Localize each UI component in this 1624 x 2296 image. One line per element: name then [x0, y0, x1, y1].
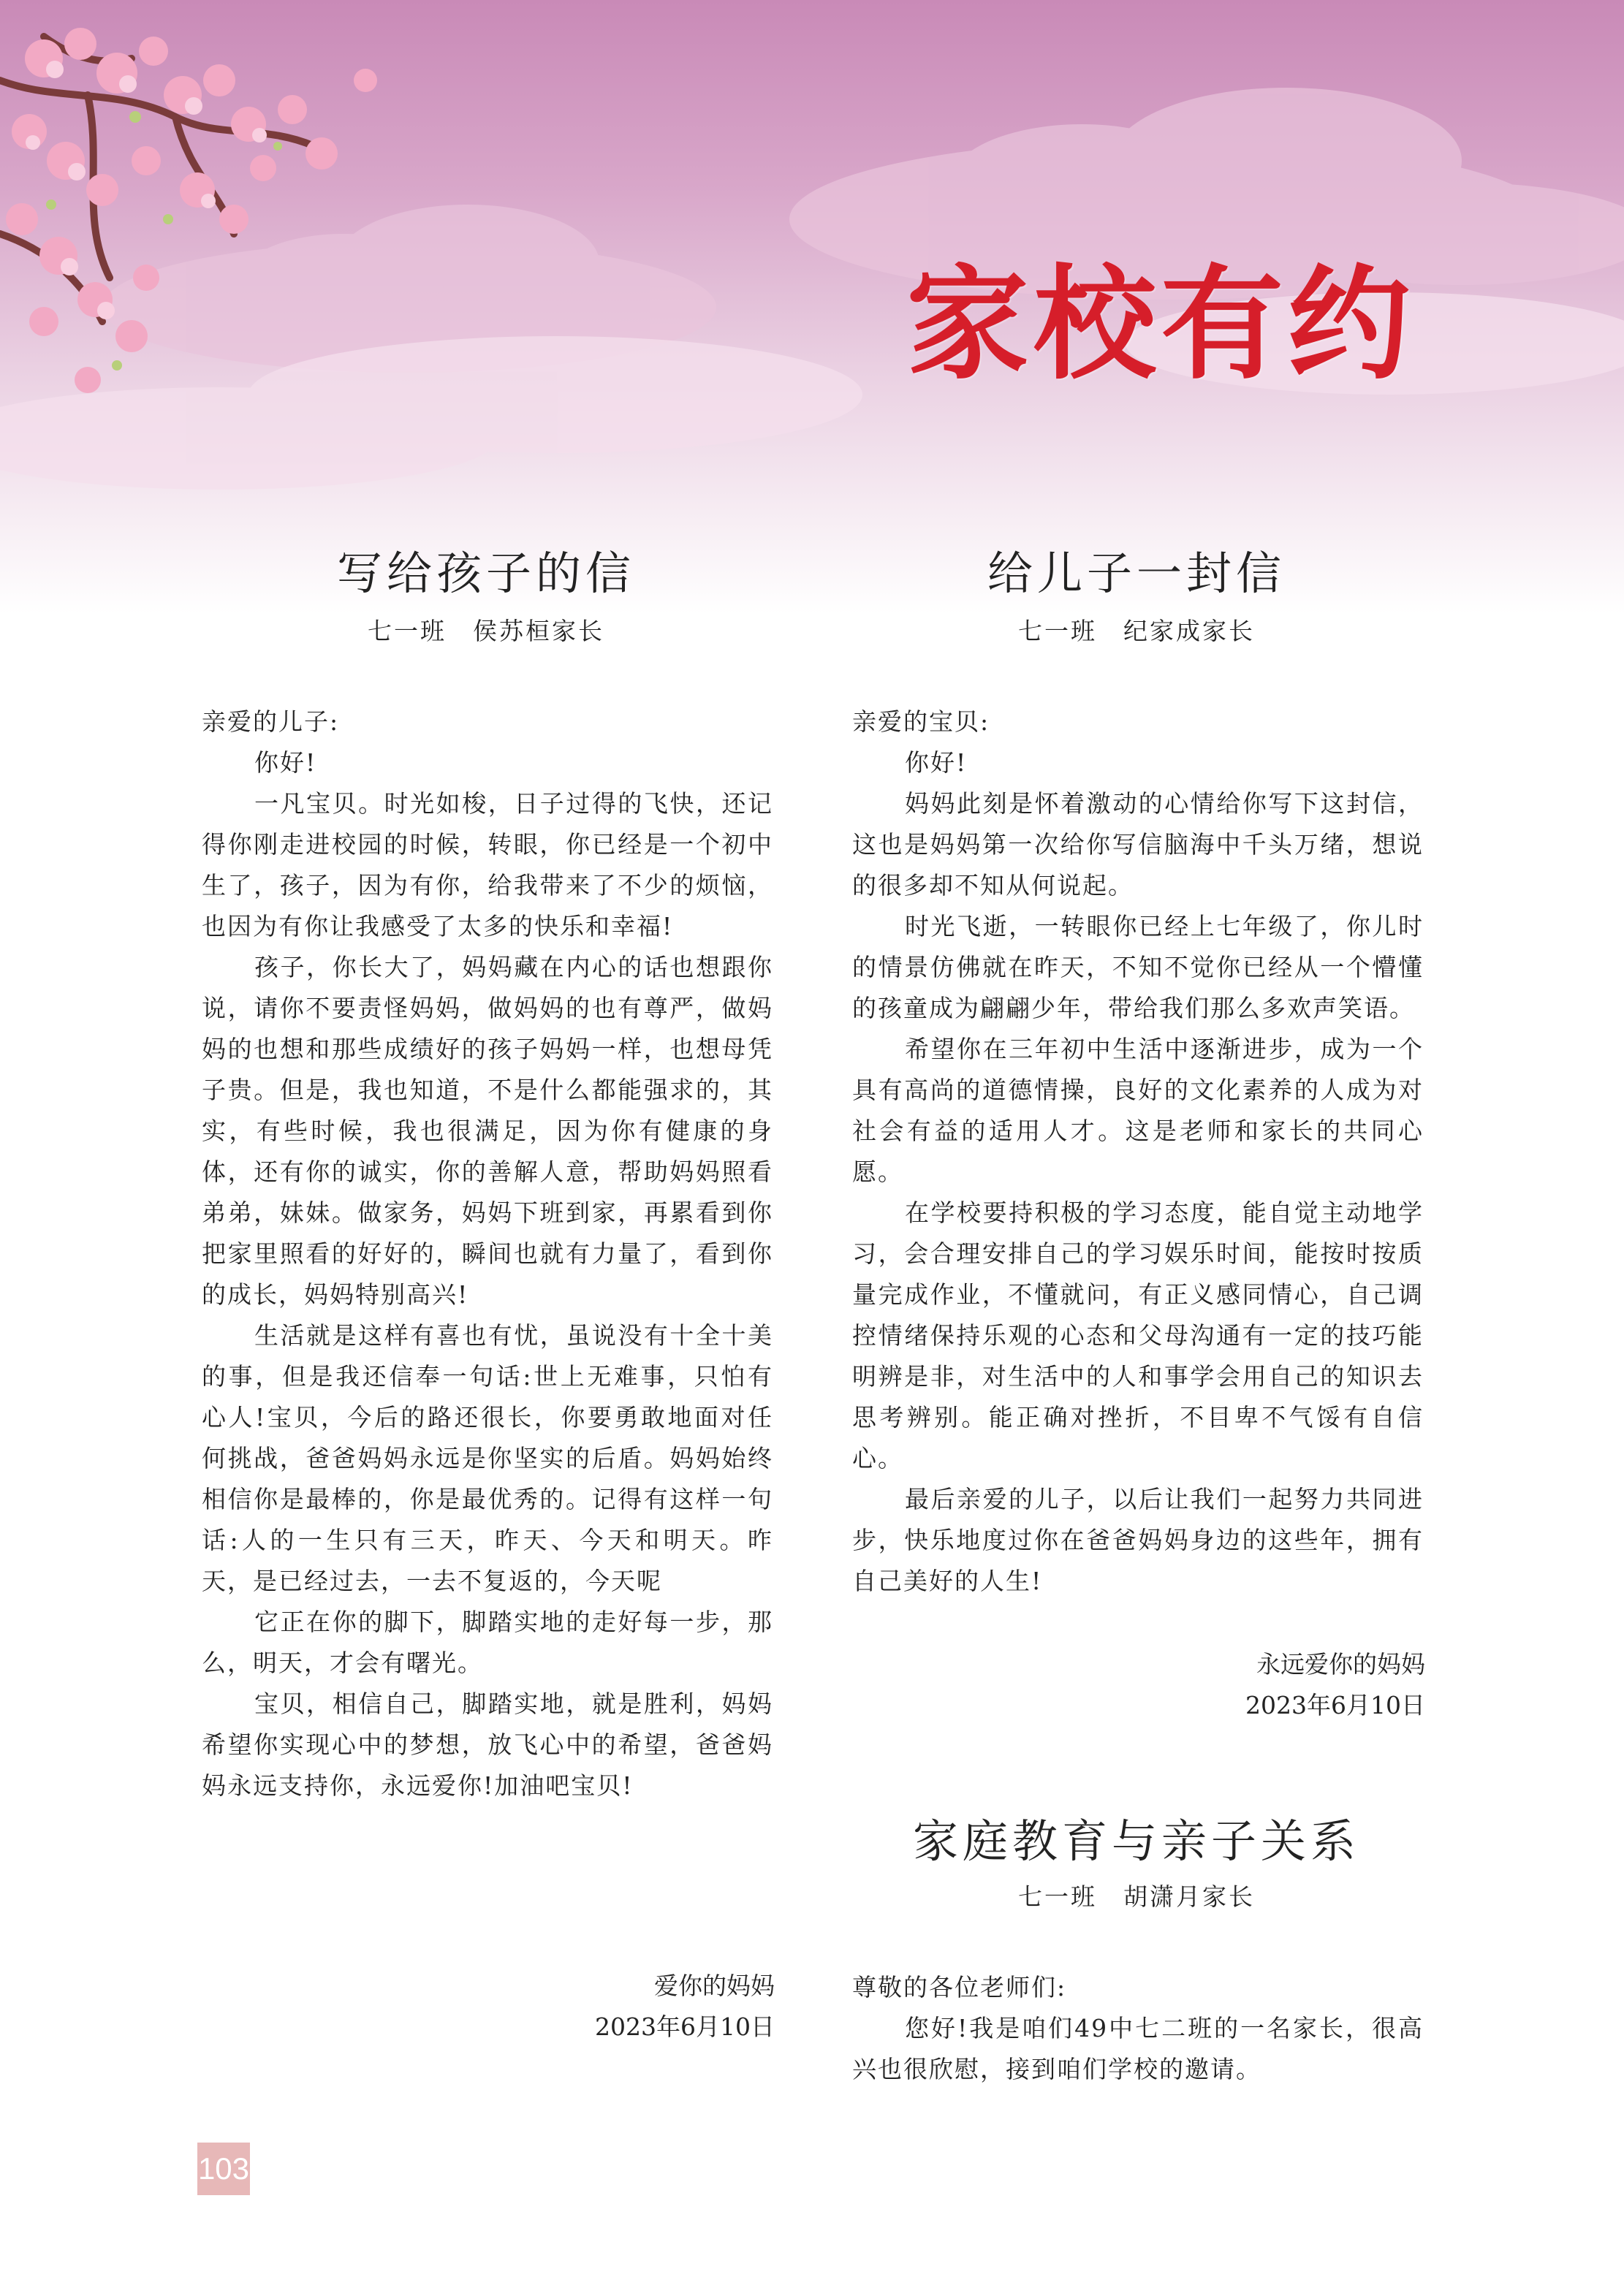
article-2-paragraph: 希望你在三年初中生活中逐渐进步，成为一个具有高尚的道德情操，良好的文化素养的人成为对社会有益的适用人才。这是老师和家长的共同心愿。 [852, 1035, 1424, 1186]
article-1-title: 写给孩子的信 [336, 547, 635, 600]
article-1-paragraph: 你好! [254, 748, 317, 777]
article-3-body [852, 1967, 1424, 2090]
article-2-paragraph: 时光飞逝，一转眼你已经上七年级了，你儿时的情景仿佛就在昨天，不知不觉你已经从一个懵懂的孩童成为翩翩少年，带给我们那么多欢声笑语。 [852, 912, 1424, 1022]
article-1-paragraph: 生活就是这样有喜也有忧，虽说没有十全十美的事，但是我还信奉一句话:世上无难事，只怕有心人!宝贝，今后的路还很长，你要勇敢地面对任何挑战，爸爸妈妈永远是你坚实的后盾。妈妈始终相信你是最棒的，你是最优秀的。记得有这样一句话:人的一生只有三天，昨天、今天和明天。昨天，是已经过去，一去不复返的，今天呢 [202, 1321, 773, 1595]
article-2-sign-date: 2023年6月10日 [1245, 1691, 1425, 1719]
article-3-greeting: 尊敬的各位老师们: [852, 1973, 1067, 2002]
section-title: 家校有约 [906, 253, 1415, 396]
article-2-byline: 七一班 纪家成家长 [1018, 617, 1255, 645]
article-1-body [202, 702, 773, 1806]
article-3-byline: 七一班 胡潇月家长 [1018, 1882, 1255, 1911]
article-1-paragraph: 宝贝，相信自己，脚踏实地，就是胜利，妈妈希望你实现心中的梦想，放飞心中的希望，爸爸妈妈永远支持你，永远爱你!加油吧宝贝! [202, 1689, 773, 1800]
article-3-title: 家庭教育与亲子关系 [912, 1814, 1360, 1868]
article-1-paragraph: 一凡宝贝。时光如梭，日子过得的飞快，还记得你刚走进校园的时候，转眼，你已经是一个初中生了，孩子，因为有你，给我带来了不少的烦恼，也因为有你让我感受了太多的快乐和幸福! [202, 789, 773, 940]
article-1-sign-date: 2023年6月10日 [595, 2012, 775, 2041]
article-2-body [852, 702, 1424, 1602]
article-2-paragraph: 在学校要持积极的学习态度，能自觉主动地学习，会合理安排自己的学习娱乐时间，能按时按质量完成作业，不懂就问，有正义感同情心，自己调控情绪保持乐观的心态和父母沟通有一定的技巧能明辨是非，对生活中的人和事学会用自己的知识去思考辨别。能正确对挫折，不目卑不气馁有自信心。 [852, 1198, 1424, 1472]
article-2-greeting: 亲爱的宝贝: [852, 707, 990, 736]
article-2-title: 给儿子一封信 [987, 547, 1286, 600]
article-2-signature [1162, 1644, 1425, 1726]
article-1-byline: 七一班 侯苏桓家长 [368, 617, 604, 645]
article-2-sign-name: 永远爱你的妈妈 [1256, 1650, 1425, 1679]
header-banner [0, 0, 1624, 614]
article-1-paragraph: 孩子，你长大了，妈妈藏在内心的话也想跟你说，请你不要责怪妈妈，做妈妈的也有尊严，做妈妈的也想和那些成绩好的孩子妈妈一样，也想母凭子贵。但是，我也知道，不是什么都能强求的，其实，有些时候，我也很满足，因为你有健康的身体，还有你的诚实，你的善解人意，帮助妈妈照看弟弟，妹妹。做家务，妈妈下班到家，再累看到你把家里照看的好好的，瞬间也就有力量了，看到你的成长，妈妈特别高兴! [202, 953, 773, 1309]
article-3-paragraph: 您好!我是咱们49中七二班的一名家长，很高兴也很欣慰，接到咱们学校的邀请。 [852, 2014, 1424, 2083]
article-2-paragraph: 你好! [905, 748, 968, 777]
article-1-signature [512, 1966, 775, 2048]
article-2-paragraph: 最后亲爱的儿子，以后让我们一起努力共同进步，快乐地度过你在爸爸妈妈身边的这些年，拥有自己美好的人生! [852, 1485, 1424, 1595]
article-1-greeting: 亲爱的儿子: [202, 707, 340, 736]
article-1-paragraph: 它正在你的脚下，脚踏实地的走好每一步，那么，明天，才会有曙光。 [202, 1608, 773, 1677]
article-2-paragraph: 妈妈此刻是怀着激动的心情给你写下这封信，这也是妈妈第一次给你写信脑海中千头万绪，想说的很多却不知从何说起。 [852, 789, 1424, 900]
article-1-sign-name: 爱你的妈妈 [654, 1972, 775, 2000]
page-number: 103 [197, 2143, 250, 2195]
